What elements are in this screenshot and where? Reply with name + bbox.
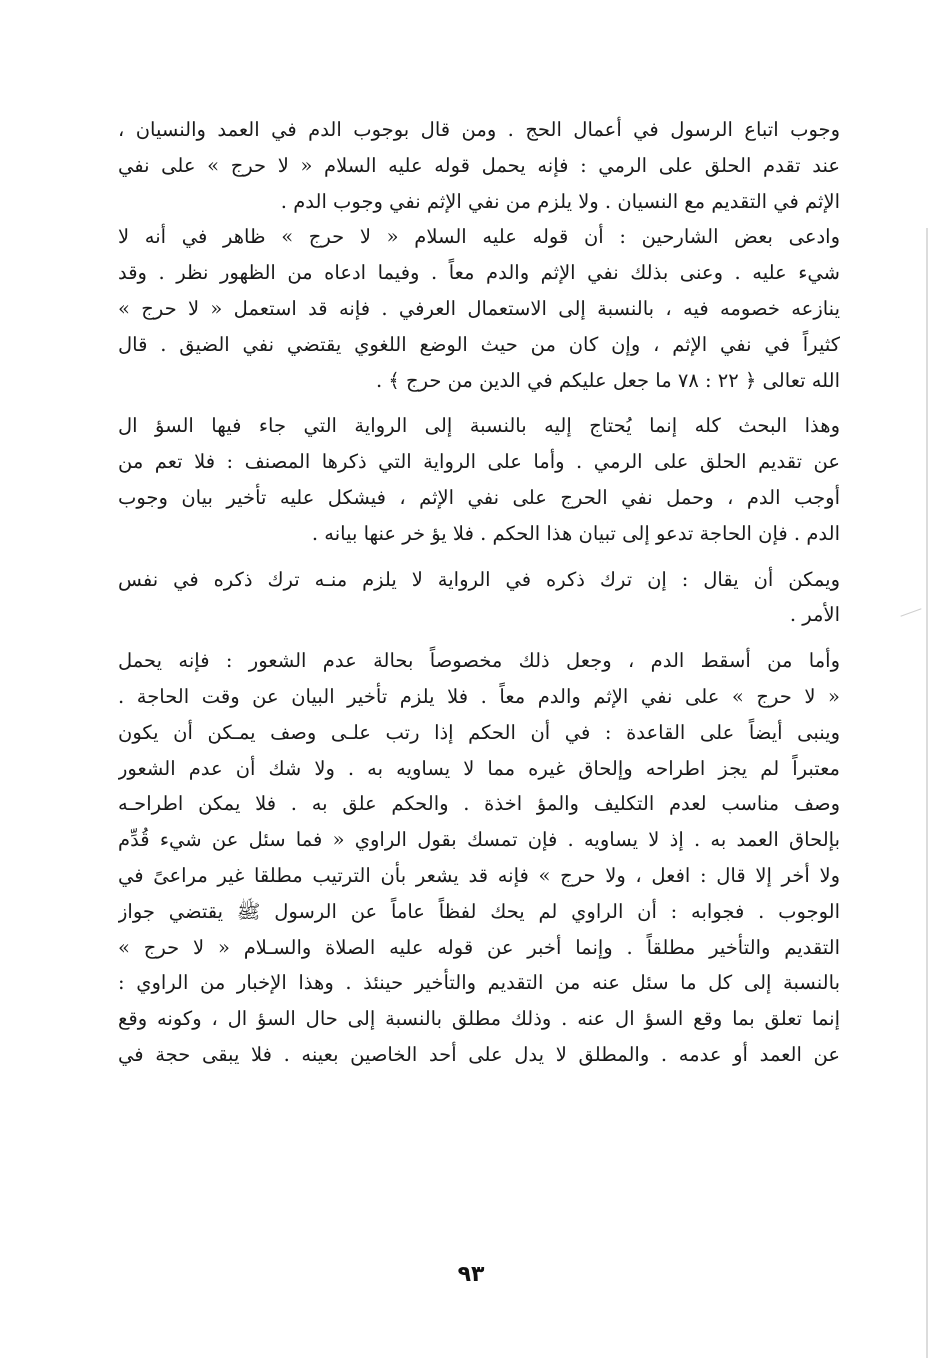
text-line: الوجوب . فجوابه : أن الراوي لم يحك لفظاً عاماً عن الرسول ﷺ يقتضي جواز [118,899,840,923]
text-line: شيء عليه . وعنى بذلك نفي الإثم والدم معاً . وفيما ادعاه من الظهور نظر . وقد [118,261,840,285]
text-line: وينبى أيضاً على القاعدة : في أن الحكم إذا رتب علـى وصف يمـكن أن يكون [118,720,840,744]
paragraph-3 [118,408,840,551]
paragraph-4 [118,562,840,634]
text-line: عن العمد أو عدمه . والمطلق لا يدل على أحد الخاصين بعينه . فلا يبقى حجة في [118,1042,840,1066]
paragraph-gap [118,633,840,643]
text-line: الأمر . [789,603,840,627]
paragraph-gap [118,398,840,408]
paragraph-1 [118,112,840,219]
text-line: بإلحاق العمد به . إذ لا يساويه . فإن تمسك بقول الراوي « فما سئل عن شيء قُدِّم [118,828,840,852]
page-number: ٩٣ [457,1262,485,1287]
text-line: وجوب اتباع الرسول في أعمال الحج . ومن قال بوجوب الدم في العمد والنسيان ، [118,118,840,141]
text-line: ولا أخر إلا قال : افعل ، ولا حرج » فإنه قد يشعر بأن الترتيب مطلقا غير مراعىً في [118,863,840,887]
text-line: وادعى بعض الشارحين : أن قوله عليه السلام « لا حرج » ظاهر في أنه لا [118,225,840,249]
text-line: الله تعالى ﴿ ٢٢ : ٧٨ ما جعل عليكم في الدين من حرج ﴾ . [375,368,840,392]
scan-edge-shadow [926,228,928,1358]
paragraph-2 [118,219,840,398]
text-line: الإثم في التقديم مع النسيان . ولا يلزم من نفي الإثم نفي وجوب الدم . [280,189,840,213]
page-body [118,112,840,1073]
text-line: التقديم والتأخير مطلقاً . وإنما أخبر عن قوله عليه الصلاة والسـلام « لا حرج » [118,935,840,959]
text-line: عن تقديم الحلق على الرمي . وأما على الرواية التي ذكرها المصنف : فلا تعم من [118,450,840,474]
scan-speck [900,608,921,616]
paragraph-gap [118,552,840,562]
text-line: بالنسبة إلى كل ما سئل عنه من التقديم والتأخير حينئذ . وهذا الإخبار من الراوي : [118,971,840,995]
text-line: معتبراً لم يجز اطراحه وإلحاق غيره مما لا يساويه به . ولا شك أن عدم الشعور [118,756,840,780]
text-line: « لا حرج » على نفي الإثم والدم معاً . فلا يلزم تأخير البيان عن وقت الحاجة . [118,684,840,708]
text-line: عند تقدم الحلق على الرمي : فإنه يحمل قوله عليه السلام « لا حرج » على نفي [118,153,840,177]
paragraph-5 [118,643,840,1073]
text-line: وصف مناسب لعدم التكليف والمؤ اخذة . والحكم علق به . فلا يمكن اطراحـه [118,792,840,816]
text-line: كثيراً في نفي الإثم ، وإن كان من حيث الوضع اللغوي يقتضي نفي الضيق . قال [118,332,840,356]
text-line: وهذا البحث كله إنما يُحتاج إليه بالنسبة إلى الرواية التي جاء فيها السؤ ال [118,414,840,438]
text-line: ينازعه خصومه فيه ، بالنسبة إلى الاستعمال العرفي . فإنه قد استعمل « لا حرج » [118,296,840,320]
text-line: وأما من أسقط الدم ، وجعل ذلك مخصوصاً بحالة عدم الشعور : فإنه يحمل [118,649,840,673]
text-line: الدم . فإن الحاجة تدعو إلى تبيان هذا الحكم . فلا يؤ خر عنها بيانه . [311,521,840,545]
text-line: أوجب الدم ، وحمل نفي الحرج على نفي الإثم ، فيشكل عليه تأخير بيان وجوب [118,485,840,509]
text-line: ويمكن أن يقال : إن ترك ذكره في الرواية لا يلزم منـه ترك ذكره في نفس [118,567,840,591]
text-line: إنما تعلق بما وقع السؤ ال عنه . وذلك مطلق بالنسبة إلى حال السؤ ال ، وكونه وقع [118,1007,840,1031]
